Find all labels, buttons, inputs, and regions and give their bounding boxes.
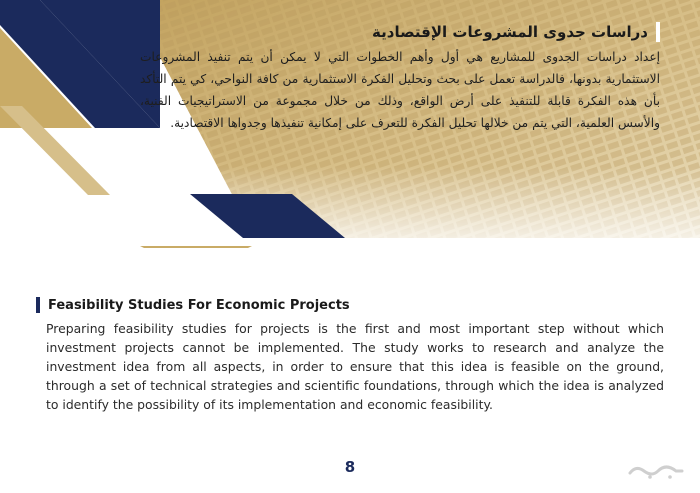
arabic-title-accent [656,22,660,42]
arabic-section [140,22,660,134]
page-number: 8 [344,458,356,476]
english-section [36,297,664,414]
english-title-accent [36,297,40,313]
gold-chevron [140,246,252,248]
haraj-logo-icon [626,459,686,481]
arabic-body: إعداد دراسات الجدوى للمشاريع هي أول وأهم الخطوات التي لا يمكن أن يتم تنفيذ المشروعات الاستثمارية بدونها، فالدراسة تعمل على بحث وتحليل الفكرة الاستثمارية من كافة النواحي، كي يتم التأكد بأن هذه الفكرة قابلة للتنفيذ على أرض الواقع، وذلك من خلال مجموعة من الاستراتيجيات الفنية، والأسس العلمية، التي يتم من خلالها تحليل الفكرة للتعرف على إمكانية تنفيذها وجدواها الاقتصادية. [140,50,660,130]
haraj-watermark-logo [626,459,686,485]
english-body: Preparing feasibility studies for projects is the first and most important step without which investment projects cannot be implemented. The study works to research and analyze the investment idea from all aspects, in order to ensure that this idea is feasible on the ground, through a set of technical strategies and scientific foundations, through which the idea is analyzed to identify the possibility of its implementation and economic feasibility. [46,321,664,412]
arabic-title: دراسات جدوى المشروعات الإقتصادية [372,23,648,41]
english-title: Feasibility Studies For Economic Projects [48,297,350,313]
